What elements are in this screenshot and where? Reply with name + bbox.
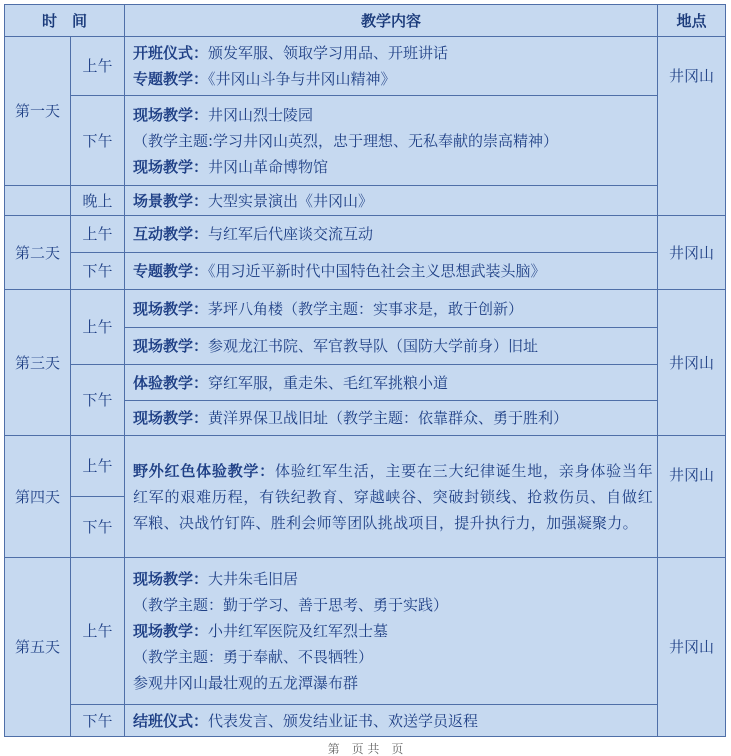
content-cell: [125, 558, 658, 705]
day-label: 第一天: [5, 37, 71, 186]
item-label: 专题教学：: [133, 70, 209, 88]
item-label: 现场教学：: [133, 337, 209, 355]
table-row: [5, 558, 726, 705]
period-label: 上午: [71, 558, 125, 705]
period-label: 晚上: [71, 186, 125, 216]
item-text: 体验红军生活，主要在三大纪律诞生地，亲身体验当年红军的艰难历程，有铁纪教育、穿越峡谷、突破封锁线、抢救伤员、自做红军粮、决战竹钉阵、胜利会师等团队挑战项目，提升执行力，加强凝聚力。: [133, 461, 654, 532]
period-label: 上午: [71, 37, 125, 96]
table-row: [5, 37, 726, 96]
item-label: 现场教学：: [133, 157, 209, 176]
item-text: 与红军后代座谈交流互动: [208, 225, 374, 243]
period-label: 上午: [71, 216, 125, 253]
item-text: 颁发军服、领取学习用品、开班讲话: [208, 44, 449, 62]
content-cell: [125, 186, 658, 216]
content-cell: [125, 216, 658, 253]
item-label: 专题教学：: [133, 262, 209, 280]
content-cell: [125, 37, 658, 96]
day-label: 第二天: [5, 216, 71, 290]
item-label: 现场教学：: [133, 570, 209, 588]
item-text: 井冈山烈士陵园: [208, 105, 314, 124]
item-label: 现场教学：: [133, 299, 209, 318]
period-label: 下午: [71, 96, 125, 186]
period-label: 下午: [71, 365, 125, 436]
table-row: [5, 365, 726, 401]
day-label: 第五天: [5, 558, 71, 737]
header-content: 教学内容: [125, 5, 658, 37]
item-text: 参观龙江书院、军官教导队（国防大学前身）旧址: [208, 337, 539, 355]
table-row: [5, 253, 726, 290]
schedule-table: [4, 4, 726, 737]
table-row: [5, 290, 726, 328]
day-label: 第四天: [5, 436, 71, 558]
period-label: 下午: [71, 253, 125, 290]
period-label: 下午: [71, 497, 125, 558]
item-label: 野外红色体验教学：: [133, 461, 275, 480]
item-label: 现场教学：: [133, 105, 209, 124]
item-text: 代表发言、颁发结业证书、欢送学员返程: [208, 711, 479, 730]
period-label: 上午: [71, 290, 125, 365]
item-text: 井冈山革命博物馆: [208, 157, 329, 176]
item-text: 参观井冈山最壮观的五龙潭瀑布群: [133, 674, 359, 692]
content-cell: [125, 253, 658, 290]
content-cell: [125, 705, 658, 737]
content-cell: [125, 365, 658, 401]
content-cell: [125, 401, 658, 436]
item-text: 黄洋界保卫战旧址（教学主题：依靠群众、勇于胜利）: [208, 409, 569, 427]
content-cell: [125, 96, 658, 186]
item-text: 小井红军医院及红军烈士墓: [208, 622, 389, 640]
table-row: [5, 436, 726, 497]
item-label: 现场教学：: [133, 409, 209, 427]
content-cell: [125, 328, 658, 365]
table-row: [5, 96, 726, 186]
item-text: （教学主题：勇于奉献、不畏牺牲）: [133, 648, 374, 666]
table-row: [5, 705, 726, 737]
item-text: 大井朱毛旧居: [208, 570, 299, 588]
item-label: 场景教学：: [133, 191, 209, 210]
place-cell: 井冈山: [658, 290, 726, 436]
item-text: 《井冈山斗争与井冈山精神》: [208, 70, 396, 88]
page-footer: 第 页 共 页: [327, 742, 404, 756]
item-label: 互动教学：: [133, 225, 209, 243]
item-text: 穿红军服，重走朱、毛红军挑粮小道: [208, 373, 449, 392]
day-label: 第三天: [5, 290, 71, 436]
place-cell: 井冈山: [658, 216, 726, 290]
content-cell: [125, 290, 658, 328]
header-row: [5, 5, 726, 37]
place-cell: 井冈山: [658, 37, 726, 216]
item-label: 开班仪式：: [133, 44, 209, 62]
day-label-empty: [5, 186, 71, 216]
table-row: [5, 186, 726, 216]
item-text: （教学主题:学习井冈山英烈，忠于理想、无私奉献的崇高精神）: [133, 131, 559, 150]
header-time: 时 间: [5, 5, 125, 37]
item-text: 大型实景演出《井冈山》: [208, 191, 374, 210]
period-label: 上午: [71, 436, 125, 497]
place-cell: 井冈山: [658, 558, 726, 737]
item-text: （教学主题：勤于学习、善于思考、勇于实践）: [133, 596, 449, 614]
item-text: 茅坪八角楼（教学主题：实事求是，敢于创新）: [208, 299, 524, 318]
table-row: [5, 216, 726, 253]
item-label: 现场教学：: [133, 622, 209, 640]
item-label: 结班仪式：: [133, 711, 209, 730]
period-label: 下午: [71, 705, 125, 737]
item-text: 《用习近平新时代中国特色社会主义思想武装头脑》: [208, 262, 546, 280]
place-cell: 井冈山: [658, 436, 726, 558]
content-cell: [125, 436, 658, 558]
header-place: 地点: [658, 5, 726, 37]
item-label: 体验教学：: [133, 373, 209, 392]
